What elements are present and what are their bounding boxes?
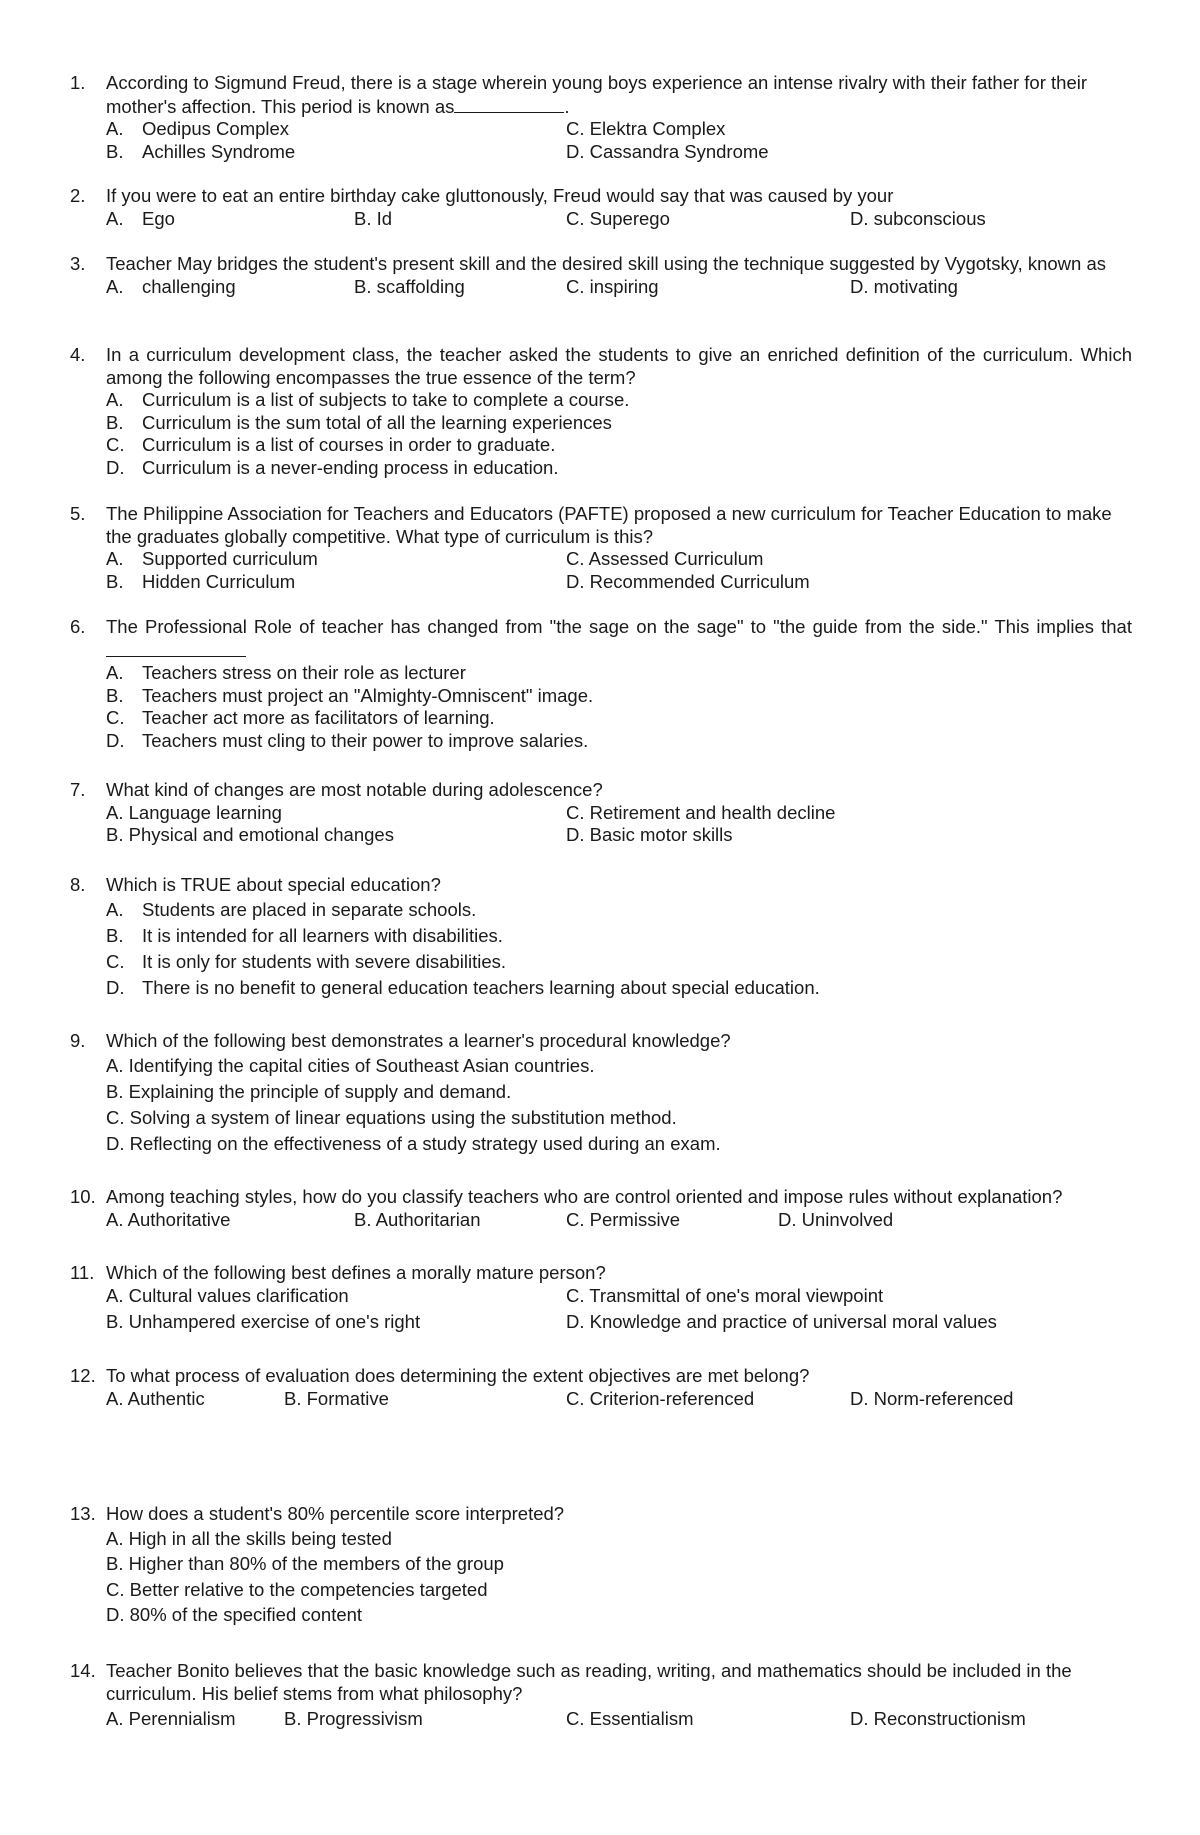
question-stem: The Professional Role of teacher has changed from "the sage on the sage" to "the guide from the side." This implies that [106, 616, 1132, 662]
option-b: B. Explaining the principle of supply and demand. [106, 1080, 512, 1102]
option-d: D. Curriculum is a never-ending process in education. [106, 456, 559, 478]
option-a: A. Authentic [106, 1387, 205, 1409]
option-a: A. Authoritative [106, 1208, 231, 1230]
option-d: D. Basic motor skills [566, 824, 733, 845]
option-c: C. Criterion-referenced [566, 1387, 755, 1409]
option-a: A. Perennialism [106, 1708, 236, 1729]
question-number: 6. [70, 616, 86, 637]
option-c: C. Essentialism [566, 1708, 694, 1729]
options [106, 208, 1132, 231]
option-d: D. Recommended Curriculum [566, 570, 810, 592]
options [106, 389, 1132, 479]
options [106, 1285, 1132, 1337]
question-3 [70, 253, 1132, 298]
options [106, 276, 1132, 299]
question-stem: How does a student's 80% percentile score interpreted? [106, 1503, 565, 1524]
options [106, 1388, 1132, 1411]
option-d: D. Uninvolved [778, 1208, 894, 1230]
question-stem: Which of the following best demonstrates a learner's procedural knowledge? [106, 1030, 731, 1051]
question-number: 2. [70, 185, 86, 206]
question-stem: What kind of changes are most notable during adolescence? [106, 779, 603, 800]
question-number: 8. [70, 874, 86, 895]
options [106, 118, 1132, 163]
question-8 [70, 874, 1132, 1001]
option-a: A. High in all the skills being tested [106, 1527, 392, 1549]
option-b: B. Progressivism [284, 1708, 423, 1729]
option-d: D. subconscious [850, 207, 986, 229]
option-c: C. It is only for students with severe disabilities. [106, 950, 506, 972]
question-number: 4. [70, 344, 86, 365]
option-b: B. Unhampered exercise of one's right [106, 1310, 421, 1332]
question-6 [70, 616, 1132, 752]
option-b: B. Hidden Curriculum [106, 570, 296, 592]
options [106, 1209, 1132, 1232]
question-number: 13. [70, 1503, 96, 1524]
option-c: C. Solving a system of linear equations using the substitution method. [106, 1106, 677, 1128]
option-b: B. It is intended for all learners with disabilities. [106, 924, 503, 946]
option-c: C. Curriculum is a list of courses in order to graduate. [106, 434, 556, 455]
option-a: A. Identifying the capital cities of Southeast Asian countries. [106, 1054, 595, 1076]
question-number: 9. [70, 1030, 86, 1051]
question-12 [70, 1365, 1132, 1410]
option-a: A. Teachers stress on their role as lecturer [106, 662, 466, 683]
question-stem: In a curriculum development class, the teacher asked the students to give an enriched definition of the curriculum. Which among the following encompasses the true essence of the term? [106, 344, 1132, 388]
question-number: 3. [70, 253, 86, 274]
option-d: D. 80% of the specified content [106, 1604, 363, 1625]
option-a: A. Students are placed in separate schools. [106, 898, 477, 920]
question-number: 12. [70, 1365, 96, 1386]
question-stem: To what process of evaluation does determining the extent objectives are met belong? [106, 1365, 810, 1386]
question-number: 14. [70, 1660, 96, 1681]
option-c: C. Teacher act more as facilitators of learning. [106, 707, 495, 728]
options [106, 802, 1132, 847]
option-c: C. Better relative to the competencies targeted [106, 1578, 488, 1600]
option-c: C. Superego [566, 207, 670, 229]
question-number: 1. [70, 72, 86, 93]
option-d: D. motivating [850, 275, 958, 297]
question-stem: Which is TRUE about special education? [106, 874, 441, 895]
option-d: D. Teachers must cling to their power to improve salaries. [106, 729, 589, 751]
option-b: B. Higher than 80% of the members of the group [106, 1553, 504, 1574]
option-a: A. Ego [106, 207, 175, 229]
options [106, 1526, 1132, 1628]
option-d: D. Reflecting on the effectiveness of a study strategy used during an exam. [106, 1132, 721, 1154]
options [106, 548, 1132, 593]
question-number: 5. [70, 503, 86, 524]
option-d: D. There is no benefit to general education teachers learning about special education. [106, 976, 820, 998]
option-d: D. Cassandra Syndrome [566, 140, 769, 162]
question-4 [70, 344, 1132, 479]
options [106, 897, 1132, 1001]
question-number: 11. [70, 1262, 95, 1283]
question-13 [70, 1503, 1132, 1628]
option-a: A. Supported curriculum [106, 548, 318, 569]
question-number: 7. [70, 779, 86, 800]
question-stem: Which of the following best defines a morally mature person? [106, 1262, 606, 1283]
answer-blank [454, 95, 564, 113]
question-7 [70, 779, 1132, 847]
question-stem: Among teaching styles, how do you classify teachers who are control oriented and impose rules without explanation? [106, 1186, 1063, 1207]
option-b: B. Authoritarian [354, 1208, 481, 1230]
option-c: C. Transmittal of one's moral viewpoint [566, 1284, 884, 1306]
option-c: C. Elektra Complex [566, 118, 726, 139]
question-stem: According to Sigmund Freud, there is a stage wherein young boys experience an intense rivalry with their father for their mother's affection. This period is known as . [106, 72, 1088, 117]
answer-blank [106, 639, 246, 657]
option-b: B. Physical and emotional changes [106, 824, 394, 845]
option-b: B. Achilles Syndrome [106, 140, 296, 162]
option-d: D. Knowledge and practice of universal moral values [566, 1310, 997, 1332]
options [106, 1705, 1132, 1731]
option-c: C. inspiring [566, 275, 659, 297]
question-5 [70, 503, 1132, 593]
option-a: A. Oedipus Complex [106, 118, 290, 139]
question-9 [70, 1030, 1132, 1157]
option-a: A. challenging [106, 275, 236, 297]
question-stem: The Philippine Association for Teachers and Educators (PAFTE) proposed a new curriculum for Teacher Education to make the graduates globally competitive. What type of curriculum is this? [106, 503, 1112, 547]
question-number: 10. [70, 1186, 96, 1207]
option-a: A. Curriculum is a list of subjects to take to complete a course. [106, 389, 630, 410]
option-b: B. Id [354, 207, 393, 229]
question-1 [70, 72, 1132, 163]
option-d: D. Reconstructionism [850, 1708, 1026, 1729]
option-b: B. Formative [284, 1387, 389, 1409]
option-d: D. Norm-referenced [850, 1387, 1014, 1409]
option-c: C. Permissive [566, 1208, 681, 1230]
question-2 [70, 185, 1132, 230]
options [106, 1053, 1132, 1157]
question-stem: If you were to eat an entire birthday cake gluttonously, Freud would say that was caused by your [106, 185, 894, 206]
question-14 [70, 1660, 1132, 1731]
option-c: C. Retirement and health decline [566, 801, 836, 823]
question-10 [70, 1186, 1132, 1231]
question-stem: Teacher Bonito believes that the basic knowledge such as reading, writing, and mathematics should be included in the curriculum. His belief stems from what philosophy? [106, 1660, 1072, 1704]
question-stem: Teacher May bridges the student's present skill and the desired skill using the technique suggested by Vygotsky, known as [106, 253, 1107, 274]
option-c: C. Assessed Curriculum [566, 548, 764, 569]
option-b: B. Teachers must project an "Almighty-Omniscent" image. [106, 684, 594, 706]
options [106, 662, 1132, 752]
question-11 [70, 1262, 1132, 1337]
option-a: A. Cultural values clarification [106, 1284, 349, 1306]
option-b: B. Curriculum is the sum total of all the learning experiences [106, 411, 612, 433]
option-a: A. Language learning [106, 801, 282, 823]
option-b: B. scaffolding [354, 275, 465, 297]
